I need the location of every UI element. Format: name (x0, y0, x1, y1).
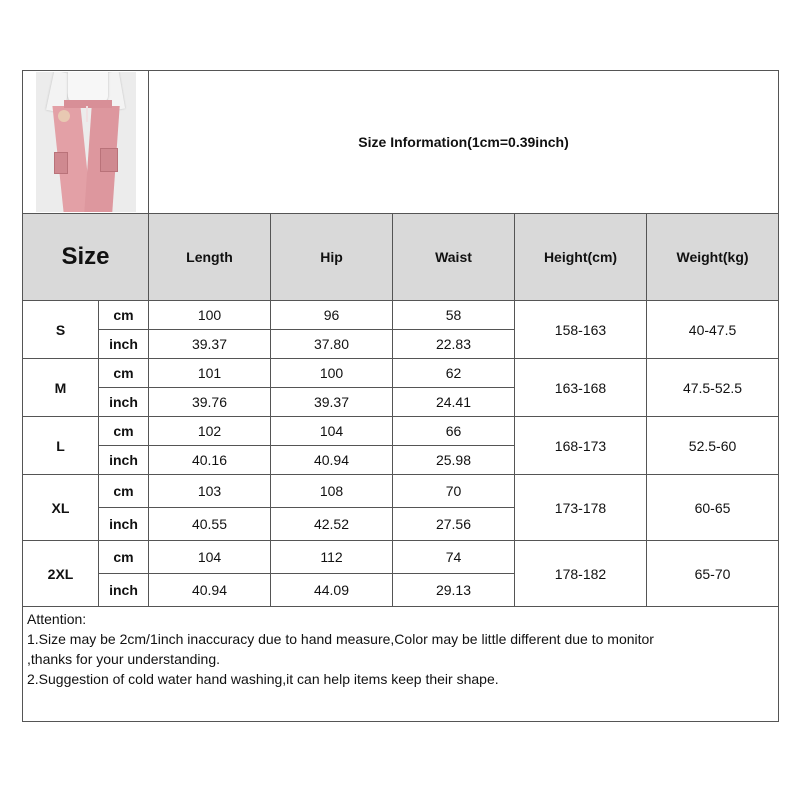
size-label: M (23, 359, 99, 417)
height-range: 178-182 (515, 541, 647, 607)
unit-cm: cm (99, 417, 149, 446)
length-cm: 102 (149, 417, 271, 446)
waist-cm: 66 (393, 417, 515, 446)
notes-heading: Attention: (27, 611, 87, 627)
weight-range: 52.5-60 (647, 417, 779, 475)
unit-cm: cm (99, 475, 149, 508)
hip-cm: 100 (271, 359, 393, 388)
size-label: XL (23, 475, 99, 541)
length-inch: 40.16 (149, 446, 271, 475)
header-weight: Weight(kg) (647, 214, 779, 301)
length-cm: 104 (149, 541, 271, 574)
header-waist: Waist (393, 214, 515, 301)
height-range: 168-173 (515, 417, 647, 475)
table-row (23, 301, 779, 330)
table-title: Size Information(1cm=0.39inch) (149, 71, 779, 214)
unit-cm: cm (99, 541, 149, 574)
hip-inch: 44.09 (271, 574, 393, 607)
waist-inch: 25.98 (393, 446, 515, 475)
hip-cm: 104 (271, 417, 393, 446)
weight-range: 40-47.5 (647, 301, 779, 359)
table-row (23, 541, 779, 574)
title-row (23, 71, 779, 214)
waist-cm: 62 (393, 359, 515, 388)
unit-cm: cm (99, 359, 149, 388)
hip-inch: 42.52 (271, 508, 393, 541)
length-inch: 39.76 (149, 388, 271, 417)
hip-inch: 39.37 (271, 388, 393, 417)
unit-inch: inch (99, 388, 149, 417)
hip-inch: 37.80 (271, 330, 393, 359)
unit-cm: cm (99, 301, 149, 330)
pink-cargo-pants-image (36, 72, 136, 212)
product-photo (23, 71, 149, 214)
waist-inch: 24.41 (393, 388, 515, 417)
unit-inch: inch (99, 446, 149, 475)
unit-inch: inch (99, 330, 149, 359)
waist-inch: 29.13 (393, 574, 515, 607)
size-label: 2XL (23, 541, 99, 607)
waist-cm: 74 (393, 541, 515, 574)
unit-inch: inch (99, 574, 149, 607)
length-cm: 103 (149, 475, 271, 508)
header-hip: Hip (271, 214, 393, 301)
hip-cm: 112 (271, 541, 393, 574)
notes-line-2: ,thanks for your understanding. (27, 651, 221, 667)
waist-cm: 70 (393, 475, 515, 508)
attention-notes (23, 607, 779, 722)
size-chart-table (22, 70, 779, 722)
table-row (23, 359, 779, 388)
height-range: 163-168 (515, 359, 647, 417)
header-height: Height(cm) (515, 214, 647, 301)
size-label: L (23, 417, 99, 475)
length-inch: 40.55 (149, 508, 271, 541)
length-cm: 100 (149, 301, 271, 330)
length-inch: 40.94 (149, 574, 271, 607)
header-row (23, 214, 779, 301)
waist-inch: 22.83 (393, 330, 515, 359)
waist-cm: 58 (393, 301, 515, 330)
length-cm: 101 (149, 359, 271, 388)
weight-range: 65-70 (647, 541, 779, 607)
waist-inch: 27.56 (393, 508, 515, 541)
hip-inch: 40.94 (271, 446, 393, 475)
hip-cm: 108 (271, 475, 393, 508)
hip-cm: 96 (271, 301, 393, 330)
table-row (23, 475, 779, 508)
height-range: 158-163 (515, 301, 647, 359)
weight-range: 60-65 (647, 475, 779, 541)
notes-line-1: 1.Size may be 2cm/1inch inaccuracy due to hand measure,Color may be little different due to monitor (27, 631, 654, 647)
notes-line-3: 2.Suggestion of cold water hand washing,it can help items keep their shape. (27, 671, 499, 687)
length-inch: 39.37 (149, 330, 271, 359)
unit-inch: inch (99, 508, 149, 541)
height-range: 173-178 (515, 475, 647, 541)
header-length: Length (149, 214, 271, 301)
weight-range: 47.5-52.5 (647, 359, 779, 417)
notes-row (23, 607, 779, 722)
size-label: S (23, 301, 99, 359)
header-size: Size (23, 214, 149, 301)
table-row (23, 417, 779, 446)
